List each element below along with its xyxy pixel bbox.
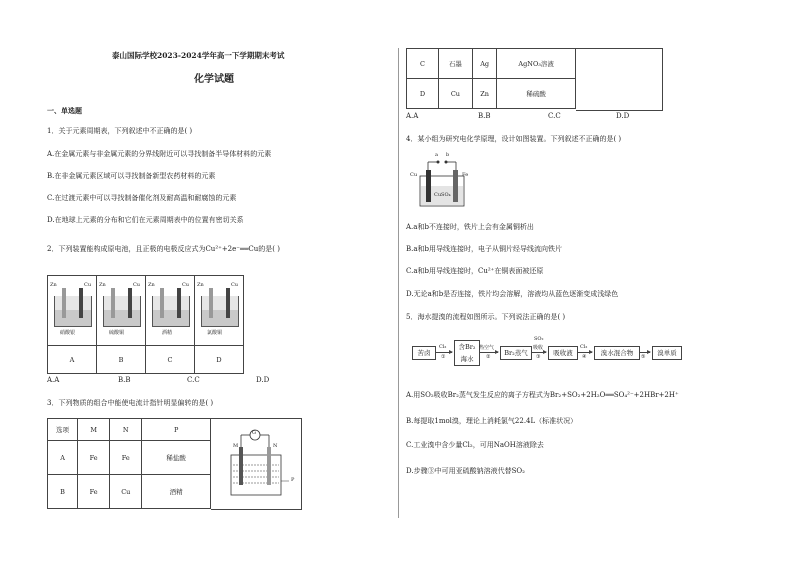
q4-option-a: A.a和b不连接时，铁片上会有金属铜析出 bbox=[406, 223, 534, 231]
flow-arrow-5 bbox=[640, 352, 650, 353]
q2-cell-d: Zn Cu 氯酸铜 bbox=[194, 276, 243, 346]
q2-cell-a: Zn Cu 硝酸银 bbox=[48, 276, 97, 346]
q1-option-a: A.在金属元素与非金属元素的分界线附近可以寻找制备半导体材料的元素 bbox=[47, 150, 272, 158]
beaker-icon bbox=[54, 296, 92, 327]
q4-option-d: D.无论a和b是否连接，铁片均会溶解，溶液均从蓝色逐渐变成浅绿色 bbox=[406, 290, 619, 298]
q2-stem: 2．下列装置能构成原电池，且正极的电极反应式为Cu²⁺+2e⁻══Cu的是( ) bbox=[47, 245, 280, 253]
q5-option-a: A.用SO₂吸收Br₂蒸气发生反应的离子方程式为Br₂+SO₂+2H₂O══SO₄²⁻+2HBr+2H⁺ bbox=[406, 391, 679, 399]
q4-cell-diagram bbox=[410, 152, 474, 208]
flow-box-3: Br₂蒸气 bbox=[500, 346, 532, 360]
flow-arrow-1 bbox=[436, 352, 452, 353]
galvanic-cell-diagram bbox=[211, 419, 301, 509]
q2-label-a: A bbox=[48, 346, 97, 374]
flow-box-1: 苦卤 bbox=[412, 346, 436, 360]
q2-choice-d: D.D bbox=[256, 376, 270, 384]
q4-option-c: C.a和b用导线连接时，Cu²⁺在铜表面被还原 bbox=[406, 267, 544, 275]
q3-choice-a: A.A bbox=[406, 112, 419, 120]
galvanometer-label: G bbox=[252, 430, 256, 436]
electrochemistry-diagram bbox=[410, 152, 474, 208]
q2-cell-c: Zn Cu 酒精 bbox=[145, 276, 194, 346]
section-heading: 一、单选题 bbox=[47, 106, 82, 115]
q5-option-c: C.工业溴中含少量Cl₂，可用NaOH溶液除去 bbox=[406, 441, 544, 449]
q3-diagram-cell-continued bbox=[576, 48, 663, 111]
flow-box-5: 溴水混合物 bbox=[594, 346, 640, 360]
q2-choice-c: C.C bbox=[187, 376, 200, 384]
column-divider bbox=[398, 48, 399, 518]
q3-table-continued: C 石墨 Ag AgNO₃溶液 D Cu Zn 稀硫酸 bbox=[406, 48, 576, 109]
q3-stem: 3．下列物质的组合中能使电流计指针明显偏转的是( ) bbox=[47, 399, 214, 407]
q2-choice-b: B.B bbox=[118, 376, 131, 384]
q1-option-c: C.在过渡元素中可以寻找制备催化剂及耐高温和耐腐蚀的元素 bbox=[47, 194, 237, 202]
electrode-fe-label: Fe bbox=[462, 172, 469, 178]
q3-choice-b: B.B bbox=[478, 112, 491, 120]
q3-diagram-cell bbox=[211, 418, 302, 510]
subject-title: 化学试题 bbox=[194, 74, 234, 85]
q3-choice-c: C.C bbox=[548, 112, 561, 120]
electrode-cu-label: Cu bbox=[410, 172, 418, 178]
beaker-icon bbox=[152, 296, 190, 327]
flow-box-2: 含Br₂ 海水 bbox=[454, 340, 480, 366]
terminal-b-label: b bbox=[446, 152, 450, 158]
q1-option-b: B.在非金属元素区域可以寻找制备新型农药材料的元素 bbox=[47, 172, 216, 180]
q1-stem: 1．关于元素周期表，下列叙述中不正确的是( ) bbox=[47, 127, 193, 135]
exam-header-title: 泰山国际学校2023-2024学年高一下学期期末考试 bbox=[112, 51, 285, 60]
q4-stem: 4．某小组为研究电化学原理，设计如图装置。下列叙述不正确的是( ) bbox=[406, 135, 622, 143]
q4-option-b: B.a和b用导线连接时，电子从铜片经导线流向铁片 bbox=[406, 245, 563, 253]
flow-arrow-4 bbox=[578, 352, 592, 353]
bromine-flow-diagram: 苦卤 Cl₂ ① 含Br₂ 海水 热空气 ② Br₂蒸气 SO₂ 吸收 ③ 吸收液 Cl₂ ④ 溴水混合物 ⑤ 溴单质 bbox=[412, 336, 682, 370]
terminal-a-label: a bbox=[435, 152, 438, 158]
q2-label-d: D bbox=[194, 346, 243, 374]
q2-choice-a: A.A bbox=[47, 376, 60, 384]
q1-option-d: D.在地球上元素的分布和它们在元素周期表中的位置有密切关系 bbox=[47, 216, 244, 224]
q5-stem: 5．海水提溴的流程如图所示。下列说法正确的是( ) bbox=[406, 313, 566, 321]
q2-label-b: B bbox=[96, 346, 145, 374]
q2-apparatus-table bbox=[47, 275, 244, 374]
q2-label-c: C bbox=[145, 346, 194, 374]
q3-choice-d: D.D bbox=[616, 112, 630, 120]
beaker-icon bbox=[201, 296, 239, 327]
solution-label: CuSO₄ bbox=[434, 192, 451, 198]
flow-arrow-2 bbox=[480, 352, 498, 353]
flow-arrow-3 bbox=[532, 352, 546, 353]
flow-box-4: 吸收液 bbox=[548, 346, 578, 360]
q5-option-d: D.步骤③中可用亚硫酸钠溶液代替SO₂ bbox=[406, 467, 525, 475]
q5-option-b: B.每提取1mol溴，理论上消耗氯气22.4L（标准状况） bbox=[406, 417, 578, 425]
q3-table: 选项 M N P A Fe Fe 稀盐酸 B Fe Cu 酒精 bbox=[47, 418, 211, 509]
electrode-m-label: M bbox=[233, 443, 239, 449]
beaker-icon bbox=[103, 296, 141, 327]
electrode-n-label: N bbox=[273, 443, 278, 449]
q2-cell-b: Zn Cu 硫酸铜 bbox=[96, 276, 145, 346]
solution-p-label: P bbox=[291, 477, 295, 483]
flow-box-6: 溴单质 bbox=[652, 346, 682, 360]
